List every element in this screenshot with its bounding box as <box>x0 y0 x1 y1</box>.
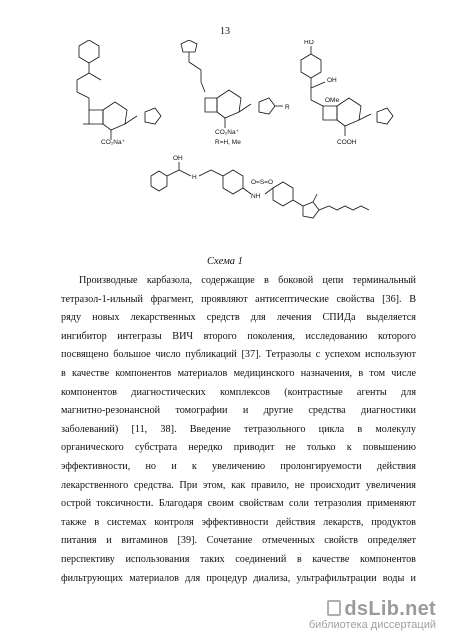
label-r-sub: R <box>285 104 290 111</box>
label-nh-sulfonamide: NH <box>251 193 261 200</box>
text-line: острой токсичности. Благодаря своим свойствам соли тетразолия применяют <box>61 498 416 510</box>
label-ho: HO <box>304 40 314 46</box>
watermark-tagline: библиотека диссертаций <box>308 619 436 631</box>
text-line: фильтрующих материалов для процедур диализа, ультрафильтрации воды и <box>61 572 416 584</box>
text-line: питания и витаминов [39]. Сочетание отмеченных свойств определяет <box>61 535 416 547</box>
label-ome: OMe <box>325 97 340 104</box>
text-line: компонентов диагностических комплексов (контрастные агенты для <box>61 386 416 398</box>
figure-caption: Схема 1 <box>207 256 243 267</box>
label-nh-center: H <box>192 174 197 181</box>
chemical-structures-figure <box>55 40 405 250</box>
text-line: также в системах контроля эффективности действия лекарств, продуктов <box>61 516 416 528</box>
text-line: Производные карбазола, содержащие в боковой цепи терминальный <box>79 275 416 286</box>
label-cooh: COOH <box>337 139 357 146</box>
label-so2: O=S=O <box>251 179 274 186</box>
dslib-watermark <box>309 598 436 631</box>
text-line: лекарственного средства. При этом, как правило, не происходит увеличения <box>61 479 416 491</box>
label-r-note: R=H, Me <box>215 139 241 146</box>
text-line: перспективу использования таких соединений в качестве компонентов <box>61 553 416 565</box>
text-line: в качестве компонентов материалов медицинского назначения, в том числе <box>61 367 416 379</box>
text-line: тетразол-1-ильный фрагмент, проявляют антисептические свойства [36]. В <box>61 293 416 305</box>
book-icon <box>327 600 341 616</box>
text-line: эффективности, но и к увеличению пролонгируемости действия <box>61 460 416 472</box>
label-co2na-1: CO₂Na⁺ <box>101 139 126 146</box>
page-number: 13 <box>220 26 230 37</box>
text-line: магнитно-резонансной томографии и другие средства диагностики <box>61 405 416 417</box>
text-line: посвящено большое число публикаций [37]. Тетразолы с успехом используют <box>61 349 416 361</box>
text-line: ряду новых лекарственных средств для лечения СПИДа выделяется <box>61 312 416 324</box>
label-oh-center: OH <box>173 155 183 162</box>
label-co2na-2: CO₂Na⁺ <box>215 129 240 136</box>
label-oh-top: OH <box>327 77 337 84</box>
structures-drawing <box>55 40 405 250</box>
text-line: органического субстрата нередко приводит не только к повышению <box>61 442 416 454</box>
body-paragraph <box>61 272 416 588</box>
watermark-brand: dsLib.net <box>344 598 436 620</box>
text-line: ингибитор интегразы ВИЧ второго поколения, исследованию которого <box>61 330 416 342</box>
text-line: заболеваний) [11, 38]. Введение тетразольного цикла в молекулу <box>61 423 416 435</box>
